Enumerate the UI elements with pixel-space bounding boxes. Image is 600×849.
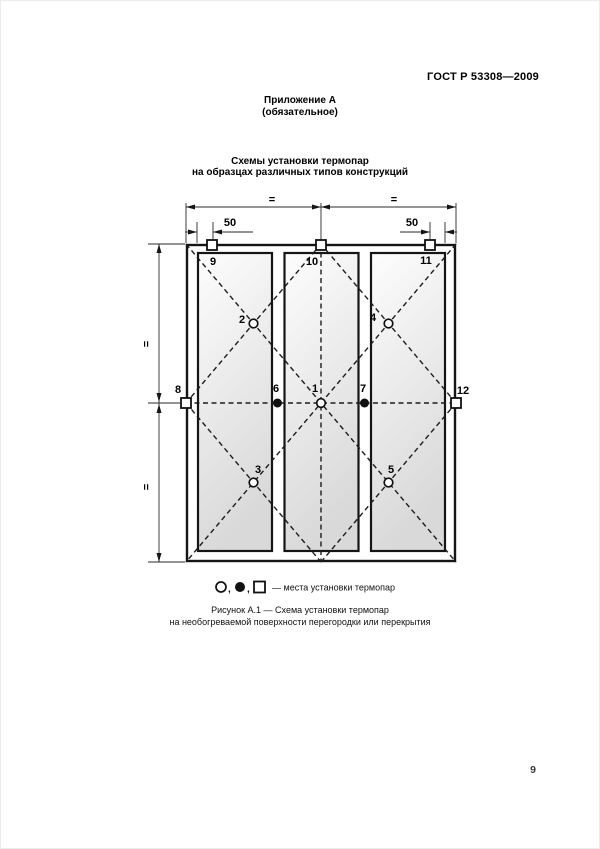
thermocouple-12-marker — [451, 398, 461, 408]
thermocouple-5-marker — [384, 478, 393, 487]
figure-caption — [0, 604, 600, 628]
figure-caption-line2: на необогреваемой поверхности перегородки или перекрытия — [169, 617, 431, 627]
thermocouple-scheme-diagram — [120, 190, 480, 600]
thermocouple-8-marker — [181, 398, 191, 408]
diagram-legend — [216, 582, 395, 596]
legend-comma-2: , — [247, 584, 250, 595]
label-point-10: 10 — [305, 256, 319, 268]
label-point-1: 1 — [311, 383, 319, 395]
thermocouple-10-marker — [316, 240, 326, 250]
appendix-title: Приложение А — [264, 95, 336, 106]
panel-left — [198, 253, 272, 551]
thermocouple-6-marker — [273, 399, 282, 408]
dim-equal-side-upper: = — [141, 340, 153, 348]
thermocouple-2-marker — [249, 319, 258, 328]
figure-title-line2: на образцах различных типов конструкций — [191, 167, 409, 178]
label-point-5: 5 — [387, 464, 395, 476]
figure-title — [0, 156, 600, 178]
thermocouple-1-marker — [317, 399, 326, 408]
dim-50-right: 50 — [405, 217, 419, 229]
legend-text: — места установки термопар — [272, 582, 395, 593]
thermocouple-3-marker — [249, 478, 258, 487]
dim-equal-top-left: = — [268, 194, 276, 206]
thermocouple-9-marker — [207, 240, 217, 250]
label-point-12: 12 — [456, 385, 470, 397]
filled-circle-icon — [235, 582, 245, 592]
label-point-8: 8 — [174, 384, 182, 396]
offset-dimension-left — [185, 217, 253, 243]
standard-number: ГОСТ Р 53308—2009 — [427, 71, 539, 83]
label-point-2: 2 — [238, 314, 246, 326]
thermocouple-4-marker — [384, 319, 393, 328]
appendix-heading — [0, 95, 600, 119]
figure-caption-line1: Рисунок А.1 — Схема установки термопар — [211, 605, 389, 615]
dim-50-left: 50 — [223, 217, 237, 229]
thermocouple-7-marker — [360, 399, 369, 408]
label-point-4: 4 — [369, 312, 377, 324]
thermocouple-11-marker — [425, 240, 435, 250]
label-point-6: 6 — [272, 383, 280, 395]
label-point-7: 7 — [359, 383, 367, 395]
dim-equal-side-lower: = — [141, 483, 153, 491]
open-circle-icon — [216, 582, 226, 592]
appendix-subtitle: (обязательное) — [262, 107, 338, 118]
label-point-11: 11 — [420, 255, 432, 267]
label-point-9: 9 — [209, 256, 217, 268]
open-square-icon — [254, 582, 265, 593]
left-dimension — [141, 244, 185, 562]
dim-equal-top-right: = — [390, 194, 398, 206]
legend-comma-1: , — [228, 584, 231, 595]
figure-title-line1: Схемы установки термопар — [231, 156, 369, 167]
page-number: 9 — [530, 764, 536, 776]
label-point-3: 3 — [254, 464, 262, 476]
